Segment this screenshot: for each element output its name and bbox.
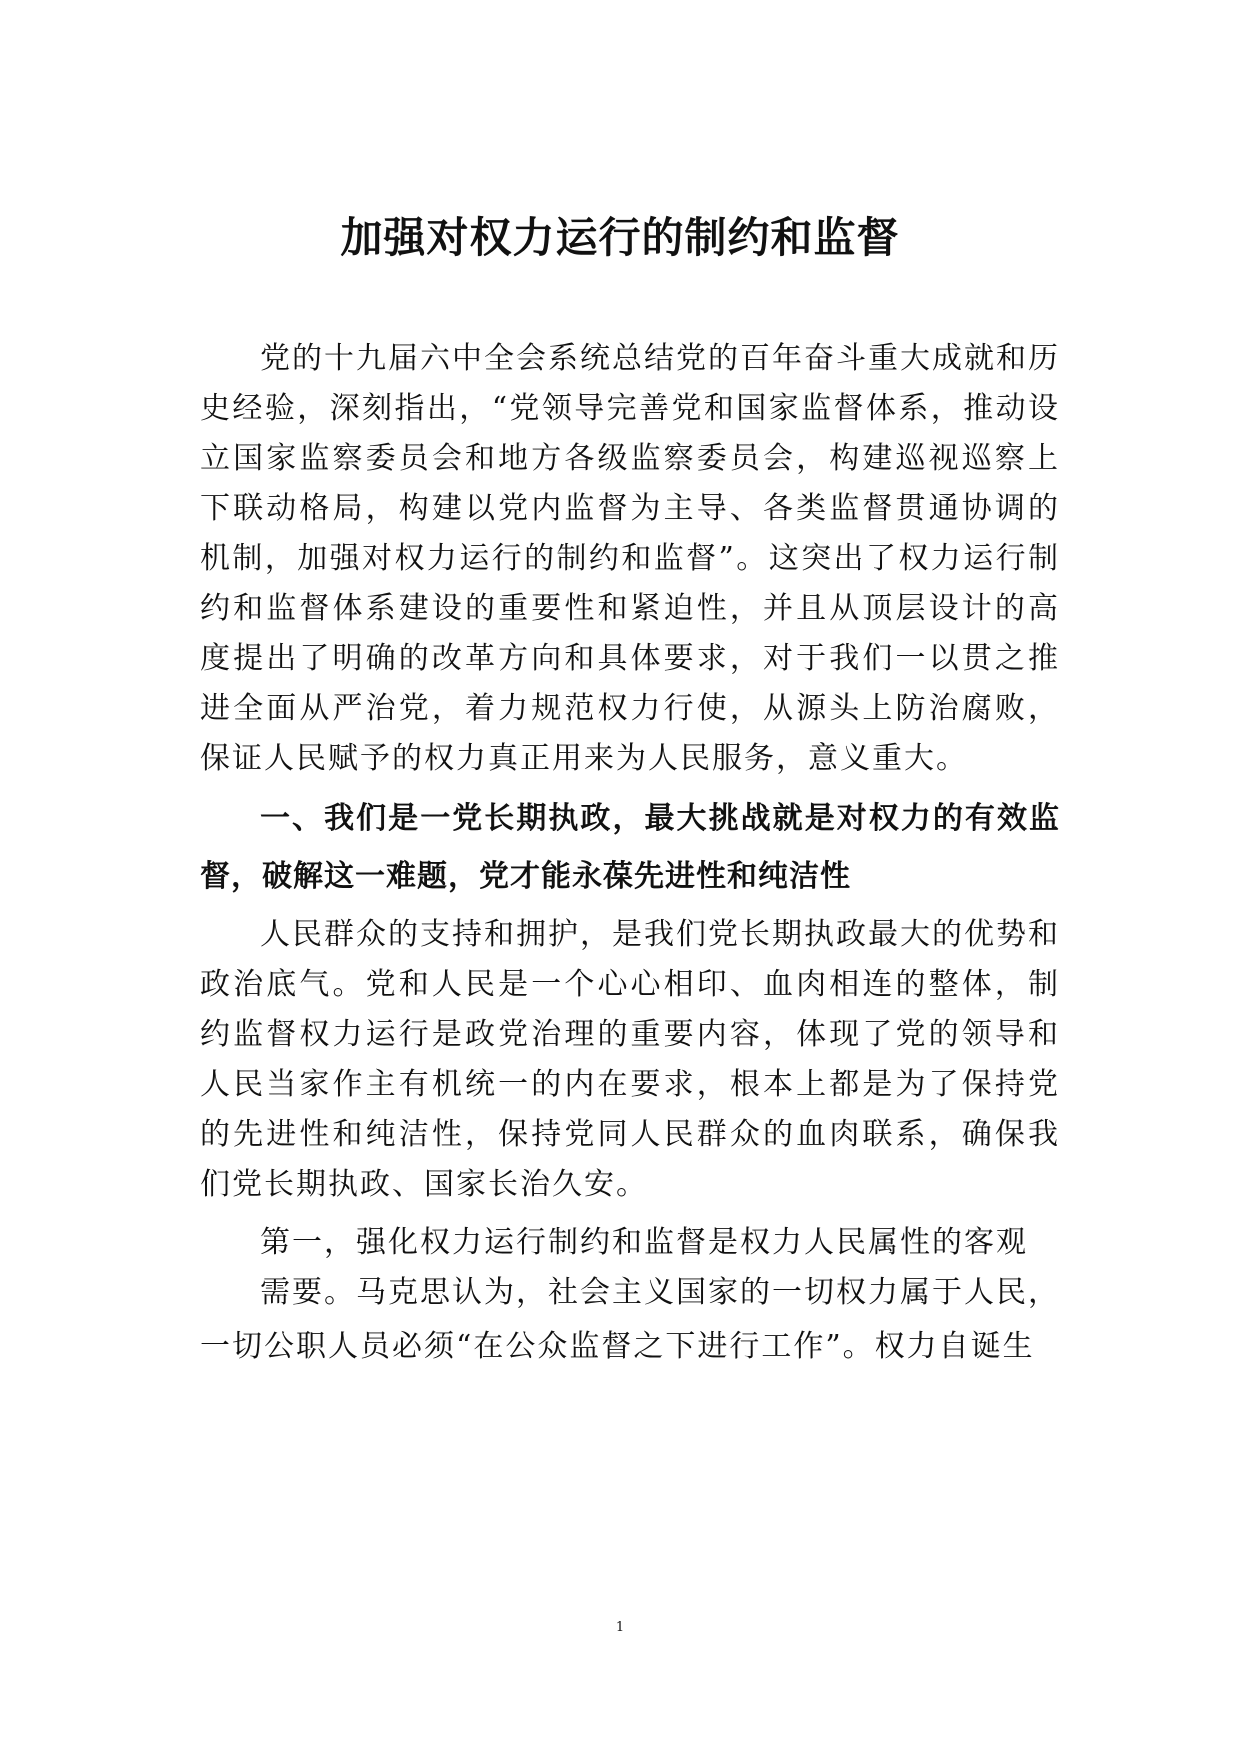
paragraph-point-1: 第一，强化权力运行制约和监督是权力人民属性的客观 xyxy=(260,1225,1028,1260)
page-number: 1 xyxy=(615,1620,625,1635)
paragraph-point-1-tail: 一切公职人员必须“在公众监督之下进行工作”。权力自诞生 xyxy=(200,1329,1035,1364)
document-title: 加强对权力运行的制约和监督 xyxy=(340,213,900,262)
document-body xyxy=(200,334,1060,1376)
paragraph-section1: 人民群众的支持和拥护，是我们党长期执政最大的优势和政治底气。党和人民是一个心心相印、血肉相连的整体，制约监督权力运行是政党治理的重要内容，体现了党的领导和人民当家作主有机统一的内在要求，根本上都是为了保持党的先进性和纯洁性，保持党同人民群众的血肉联系，确保我们党长期执政、国家长治久安。 xyxy=(200,917,1060,1202)
paragraph-intro: 党的十九届六中全会系统总结党的百年奋斗重大成就和历史经验，深刻指出，“党领导完善党和国家监督体系，推动设立国家监察委员会和地方各级监察委员会，构建巡视巡察上下联动格局，构建以党内监督为主导、各类监督贯通协调的机制，加强对权力运行的制约和监督”。这突出了权力运行制约和监督体系建设的重要性和紧迫性，并且从顶层设计的高度提出了明确的改革方向和具体要求，对于我们一以贯之推进全面从严治党，着力规范权力行使，从源头上防治腐败，保证人民赋予的权力真正用来为人民服务，意义重大。 xyxy=(200,341,1060,776)
paragraph-point-1-continued: 需要。马克思认为，社会主义国家的一切权力属于人民， xyxy=(260,1275,1060,1310)
section-heading-1: 一、我们是一党长期执政，最大挑战就是对权力的有效监督，破解这一难题，党才能永葆先进性和纯洁性 xyxy=(200,801,1060,894)
